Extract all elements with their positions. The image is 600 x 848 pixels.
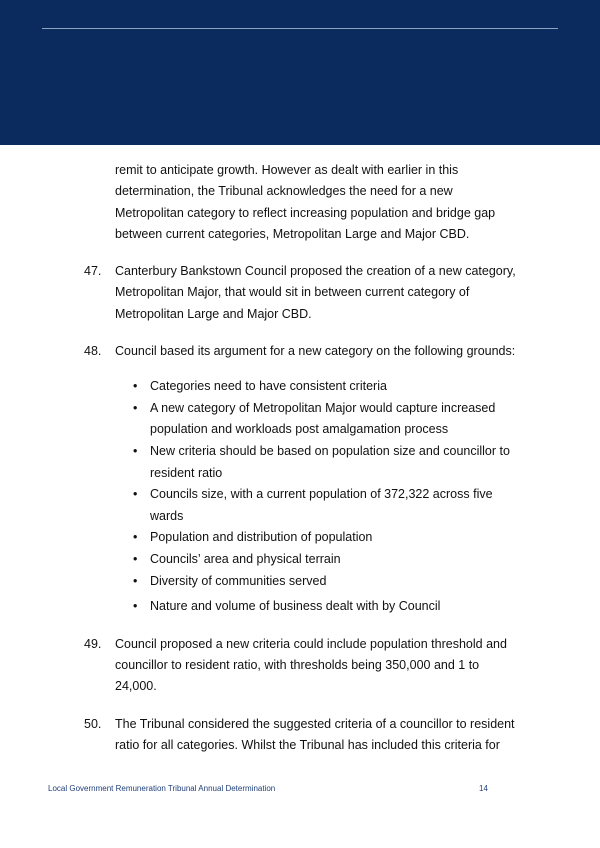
list-item: • Councils size, with a current population of 372,322 across five wards [150, 484, 524, 527]
list-item: • Categories need to have consistent criteria [150, 376, 524, 397]
header-band [0, 0, 600, 145]
header-divider [42, 28, 558, 29]
list-item: • Councils’ area and physical terrain [150, 549, 524, 570]
paragraph-text: Canterbury Bankstown Council proposed the creation of a new category, Metropolitan Major, that would sit in between current category of Metropolitan Large and Major CBD. [115, 264, 516, 321]
list-item: • A new category of Metropolitan Major would capture increased population and workloads post amalgamation process [150, 398, 524, 441]
paragraph-47 [84, 261, 524, 325]
paragraph-49 [84, 634, 524, 698]
paragraph-text: Council based its argument for a new category on the following grounds: [115, 344, 516, 359]
list-item: • Diversity of communities served [150, 571, 524, 592]
paragraph-number: 48. [84, 344, 102, 359]
paragraph-number: 47. [84, 264, 102, 279]
paragraph-50 [84, 714, 524, 757]
grounds-list [84, 376, 524, 617]
paragraph-text: Council proposed a new criteria could include population threshold and councillor to resident ratio, with thresholds being 350,000 and 1 to 24,000. [115, 636, 507, 694]
list-item: • Population and distribution of population [150, 527, 524, 548]
list-item: • New criteria should be based on population size and councillor to resident ratio [150, 441, 524, 484]
paragraph-48 [84, 341, 524, 362]
continuation-paragraph: remit to anticipate growth. However as dealt with earlier in this determination, the Tribunal acknowledges the need for a new Metropolitan category to reflect increasing population and bridge gap between current categories, Metropolitan Large and Major CBD. [115, 163, 496, 241]
document-body [84, 160, 524, 756]
list-item: • Nature and volume of business dealt with by Council [150, 596, 524, 617]
paragraph-number: 50. [84, 716, 102, 731]
footer-title: Local Government Remuneration Tribunal Annual Determination [48, 784, 276, 793]
paragraph-number: 49. [84, 636, 102, 651]
page-number: 14 [479, 784, 488, 793]
paragraph-text: The Tribunal considered the suggested criteria of a councillor to resident ratio for all categories. Whilst the Tribunal has included this criteria for [115, 716, 515, 752]
